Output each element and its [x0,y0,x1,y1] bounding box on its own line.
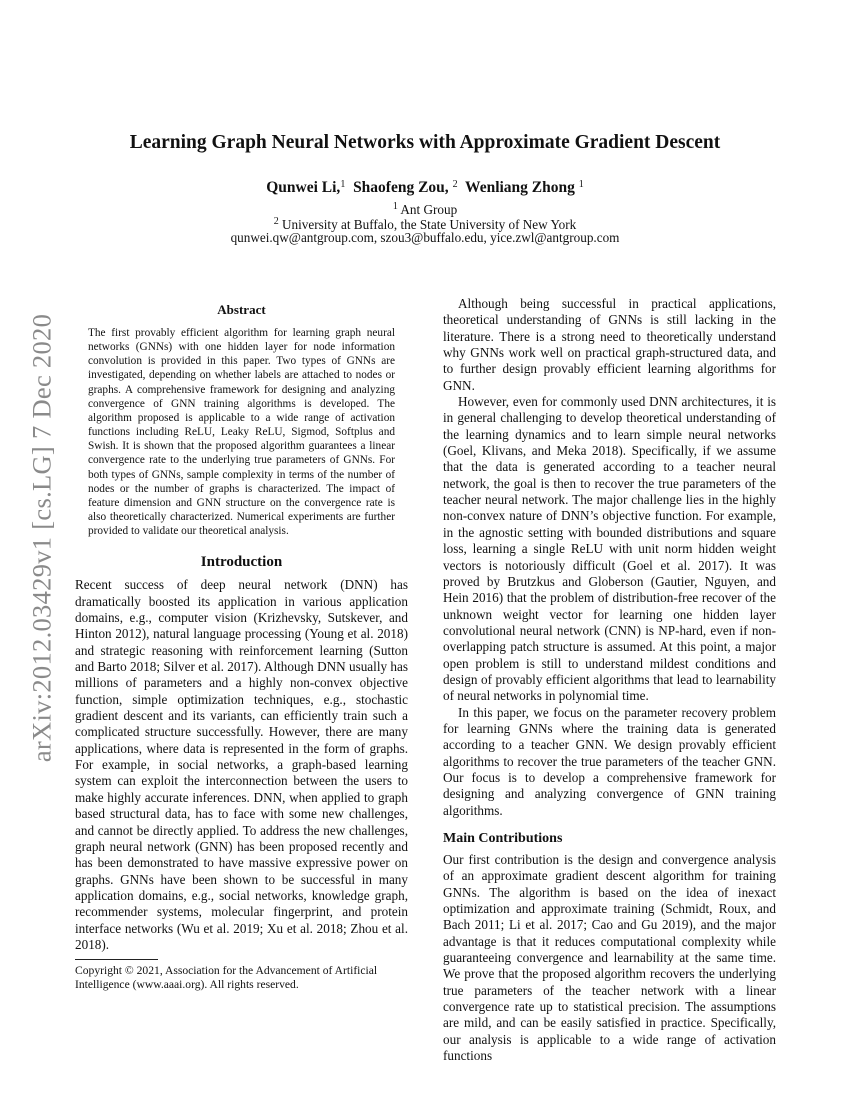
arxiv-identifier-margin [22,300,62,776]
body-paragraph: Although being successful in practical applications, theoretical understanding of GNNs is still lacking in the literature. There is a strong need to theoretically understand why GNNs work well on practical graph-structured data, and to further design provably efficient learning algorithms for GNN. [443,296,776,393]
author-affil-mark: 1 [340,179,346,190]
affiliation-mark: 1 [392,201,398,212]
body-paragraph: In this paper, we focus on the parameter recovery problem for learning GNNs where the training data is generated according to a teacher GNN. We design provably efficient algorithms to recover the true parameters of the teacher GNN. Our focus is to develop a comprehensive framework for designing and analyzing convergence of GNN training algorithms. [443,704,776,818]
main-contributions-heading: Main Contributions [443,831,563,846]
author-affil-mark: 1 [578,179,584,190]
author-name: Wenliang Zhong [465,179,575,196]
arxiv-id-text[interactable]: arXiv:2012.03429v1 [cs.LG] 7 Dec 2020 [26,313,57,763]
body-paragraph: However, even for commonly used DNN architectures, it is in general challenging to develop theoretical understanding of the learning dynamics and to learn simple neural networks (Goel, Klivans, and Meka 2018). Specifically, if we assume that the data is generated according to a teacher neural network, the goal is then to recover the true parameters of the teacher neural network. The major challenge lies in the highly non-convex nature of DNN’s objective function. For example, in the agnostic setting with bounded distributions and square loss, learning a single ReLU with unit norm hidden weight vectors is notoriously difficult (Goel et al. 2017). It was proved by Brutzkus and Globerson (Gautier, Nguyen, and Hein 2016) that the problem of distribution-free recover of the unknown weight vector for learning one hidden layer convolutional neural network (CNN) is NP-hard, even if non-overlapping patch structure is assumed. At this point, a major open problem is still to understand mildest conditions and design of provably efficient algorithms that lead to learnability of neural networks in polynomial time. [443,394,776,704]
introduction-heading: Introduction [200,554,283,571]
footnote-divider [75,959,158,960]
contributions-paragraph: Our first contribution is the design and convergence analysis of an approximate gradient descent algorithm for training GNNs. The algorithm is based on the idea of inexact optimization and approximate training (Schmidt, Roux, and Bach 2011; Li et al. 2017; Cao and Gu 2019), and the major advantage is that it reduces computational complexity while guaranteeing convergence and learnability at the same time. We prove that the proposed algorithm recovers the underlying true parameters of the teacher network with a linear convergence rate up to statistical precision. The assumptions are mild, and can be easily satisfied in practice. Specifically, our analysis is applicable to a wide range of activation functions [443,852,776,1064]
author-affil-mark: 2 [452,179,458,190]
abstract-heading: Abstract [217,302,266,317]
paper-title: Learning Graph Neural Networks with Approximate Gradient Descent [129,132,721,153]
left-column [75,296,408,992]
author-emails[interactable]: qunwei.qw@antgroup.com, szou3@buffalo.edu, yice.zwl@antgroup.com [230,230,620,245]
affiliation-mark: 2 [273,216,279,227]
right-column [443,296,776,1064]
introduction-paragraph: Recent success of deep neural network (DNN) has dramatically boosted its application in various application domains, e.g., computer vision (Krizhevsky, Sutskever, and Hinton 2012), natural language processing (Young et al. 2018) and strategic reasoning with reinforcement learning (Sutton and Barto 2018; Silver et al. 2017). Although DNN usually has millions of parameters and a highly non-convex objective function, simple optimization techniques, e.g., stochastic gradient descent and its variants, can efficiently train such a complicated structure successfully. However, there are many applications, where data is represented in the form of graphs. For example, in social networks, a graph-based learning system can exploit the interconnection between the users to make highly accurate inferences. DNN, when applied to graph based structural data, has to face with some new challenges, and cannot be directly applied. To address the new challenges, graph neural network (GNN) has been proposed recently and has been demonstrated to have massive expressive power on graphs. GNNs have been shown to be successful in many application domains, e.g., social networks, knowledge graph, recommender systems, molecular fingerprint, and protein interface networks (Wu et al. 2019; Xu et al. 2018; Zhou et al. 2018). [75,577,408,952]
affiliation-text: University at Buffalo, the State University of New York [282,217,577,232]
author-list [60,175,790,198]
affiliation-text: Ant Group [400,202,458,217]
author-name: Shaofeng Zou, [353,179,449,196]
author-name: Qunwei Li, [266,179,341,196]
copyright-footnote: Copyright © 2021, Association for the Advancement of Artificial Intelligence (www.aaai.org). All rights reserved. [75,964,378,992]
abstract-text: The first provably efficient algorithm for learning graph neural networks (GNNs) with one hidden layer for node information convolution is provided in this paper. Two types of GNNs are investigated, depending on whether labels are attached to nodes or graphs. A comprehensive framework for designing and analyzing convergence of GNN training algorithms is developed. The algorithm proposed is applicable to a wide range of activation functions including ReLU, Leaky ReLU, Sigmod, Softplus and Swish. It is shown that the proposed algorithm guarantees a linear convergence rate to the underlying true parameters of GNNs. For both types of GNNs, sample complexity in terms of the number of nodes or the number of graphs is characterized. The impact of feature dimension and GNN structure on the convergence rate is also theoretically characterized. Numerical experiments are further provided to validate our theoretical analysis. [88,327,395,538]
